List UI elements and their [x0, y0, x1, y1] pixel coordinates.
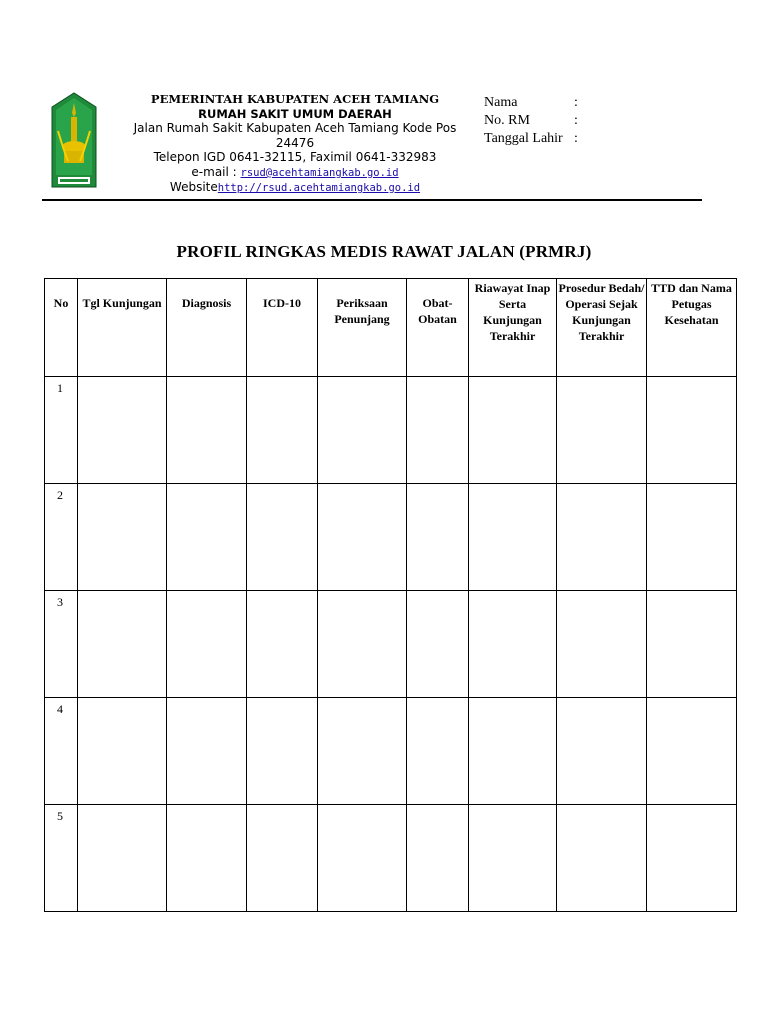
col-header: TTD dan Nama Petugas Kesehatan: [647, 279, 737, 377]
website-link[interactable]: http://rsud.acehtamiangkab.go.id: [217, 182, 421, 194]
cell[interactable]: [557, 805, 647, 912]
col-header: Periksaan Penunjang: [318, 279, 407, 377]
col-header: ICD-10: [247, 279, 318, 377]
website-label: Website: [169, 180, 218, 194]
cell[interactable]: [167, 484, 247, 591]
cell[interactable]: [318, 698, 407, 805]
cell[interactable]: [647, 698, 737, 805]
cell[interactable]: [318, 484, 407, 591]
cell[interactable]: [407, 591, 469, 698]
cell[interactable]: [318, 377, 407, 484]
row-number: 4: [45, 698, 78, 805]
cell[interactable]: [647, 591, 737, 698]
website-line: [118, 180, 472, 195]
cell[interactable]: [469, 591, 557, 698]
district-emblem-logo: [50, 91, 98, 189]
row-number: 2: [45, 484, 78, 591]
patient-id-block: [484, 94, 584, 148]
row-number: 5: [45, 805, 78, 912]
cell[interactable]: [407, 805, 469, 912]
id-row-nama: [484, 94, 584, 112]
cell[interactable]: [247, 484, 318, 591]
cell[interactable]: [167, 377, 247, 484]
cell[interactable]: [78, 698, 167, 805]
cell[interactable]: [78, 377, 167, 484]
cell[interactable]: [78, 805, 167, 912]
id-row-rm: [484, 112, 584, 130]
email-link[interactable]: rsud@acehtamiangkab.go.id: [240, 167, 399, 179]
id-label: Nama: [484, 95, 518, 110]
id-row-dob: [484, 130, 584, 148]
cell[interactable]: [647, 484, 737, 591]
row-number: 3: [45, 591, 78, 698]
cell[interactable]: [78, 591, 167, 698]
cell[interactable]: [167, 805, 247, 912]
table-row: [45, 698, 737, 805]
id-sep: :: [574, 95, 578, 110]
table-row: [45, 805, 737, 912]
id-label: No. RM: [484, 113, 530, 128]
table-row: [45, 377, 737, 484]
cell[interactable]: [318, 591, 407, 698]
col-header: No: [45, 279, 78, 377]
col-header: Tgl Kunjungan: [78, 279, 167, 377]
cell[interactable]: [247, 698, 318, 805]
table-header-row: [45, 279, 737, 377]
email-line: [118, 165, 472, 180]
cell[interactable]: [167, 591, 247, 698]
col-header: Riawayat Inap Serta Kunjungan Terakhir: [469, 279, 557, 377]
phone-line: Telepon IGD 0641-32115, Faximil 0641-332983: [153, 150, 437, 164]
cell[interactable]: [557, 484, 647, 591]
table-row: [45, 591, 737, 698]
cell[interactable]: [247, 805, 318, 912]
cell[interactable]: [407, 698, 469, 805]
cell[interactable]: [557, 698, 647, 805]
cell[interactable]: [557, 591, 647, 698]
cell[interactable]: [407, 484, 469, 591]
cell[interactable]: [247, 377, 318, 484]
cell[interactable]: [469, 805, 557, 912]
government-name: PEMERINTAH KABUPATEN ACEH TAMIANG: [150, 92, 440, 106]
cell[interactable]: [647, 805, 737, 912]
cell[interactable]: [557, 377, 647, 484]
col-header: Obat-Obatan: [407, 279, 469, 377]
form-title: PROFIL RINGKAS MEDIS RAWAT JALAN (PRMRJ): [176, 242, 592, 261]
cell[interactable]: [167, 698, 247, 805]
hospital-name: RUMAH SAKIT UMUM DAERAH: [198, 107, 392, 121]
cell[interactable]: [469, 377, 557, 484]
col-header: Diagnosis: [167, 279, 247, 377]
postcode: 24476: [275, 136, 315, 150]
email-label: e-mail :: [191, 165, 241, 179]
col-header: Prosedur Bedah/ Operasi Sejak Kunjungan Terakhir: [557, 279, 647, 377]
id-sep: :: [574, 131, 578, 146]
address-line: Jalan Rumah Sakit Kabupaten Aceh Tamiang Kode Pos: [133, 121, 457, 135]
table-row: [45, 484, 737, 591]
cell[interactable]: [469, 698, 557, 805]
row-number: 1: [45, 377, 78, 484]
cell[interactable]: [407, 377, 469, 484]
letterhead: [118, 92, 472, 195]
id-sep: :: [574, 113, 578, 128]
header-divider: [42, 199, 702, 201]
cell[interactable]: [247, 591, 318, 698]
cell[interactable]: [469, 484, 557, 591]
id-label: Tanggal Lahir: [484, 131, 563, 146]
cell[interactable]: [318, 805, 407, 912]
cell[interactable]: [78, 484, 167, 591]
visit-table: [44, 278, 737, 912]
cell[interactable]: [647, 377, 737, 484]
